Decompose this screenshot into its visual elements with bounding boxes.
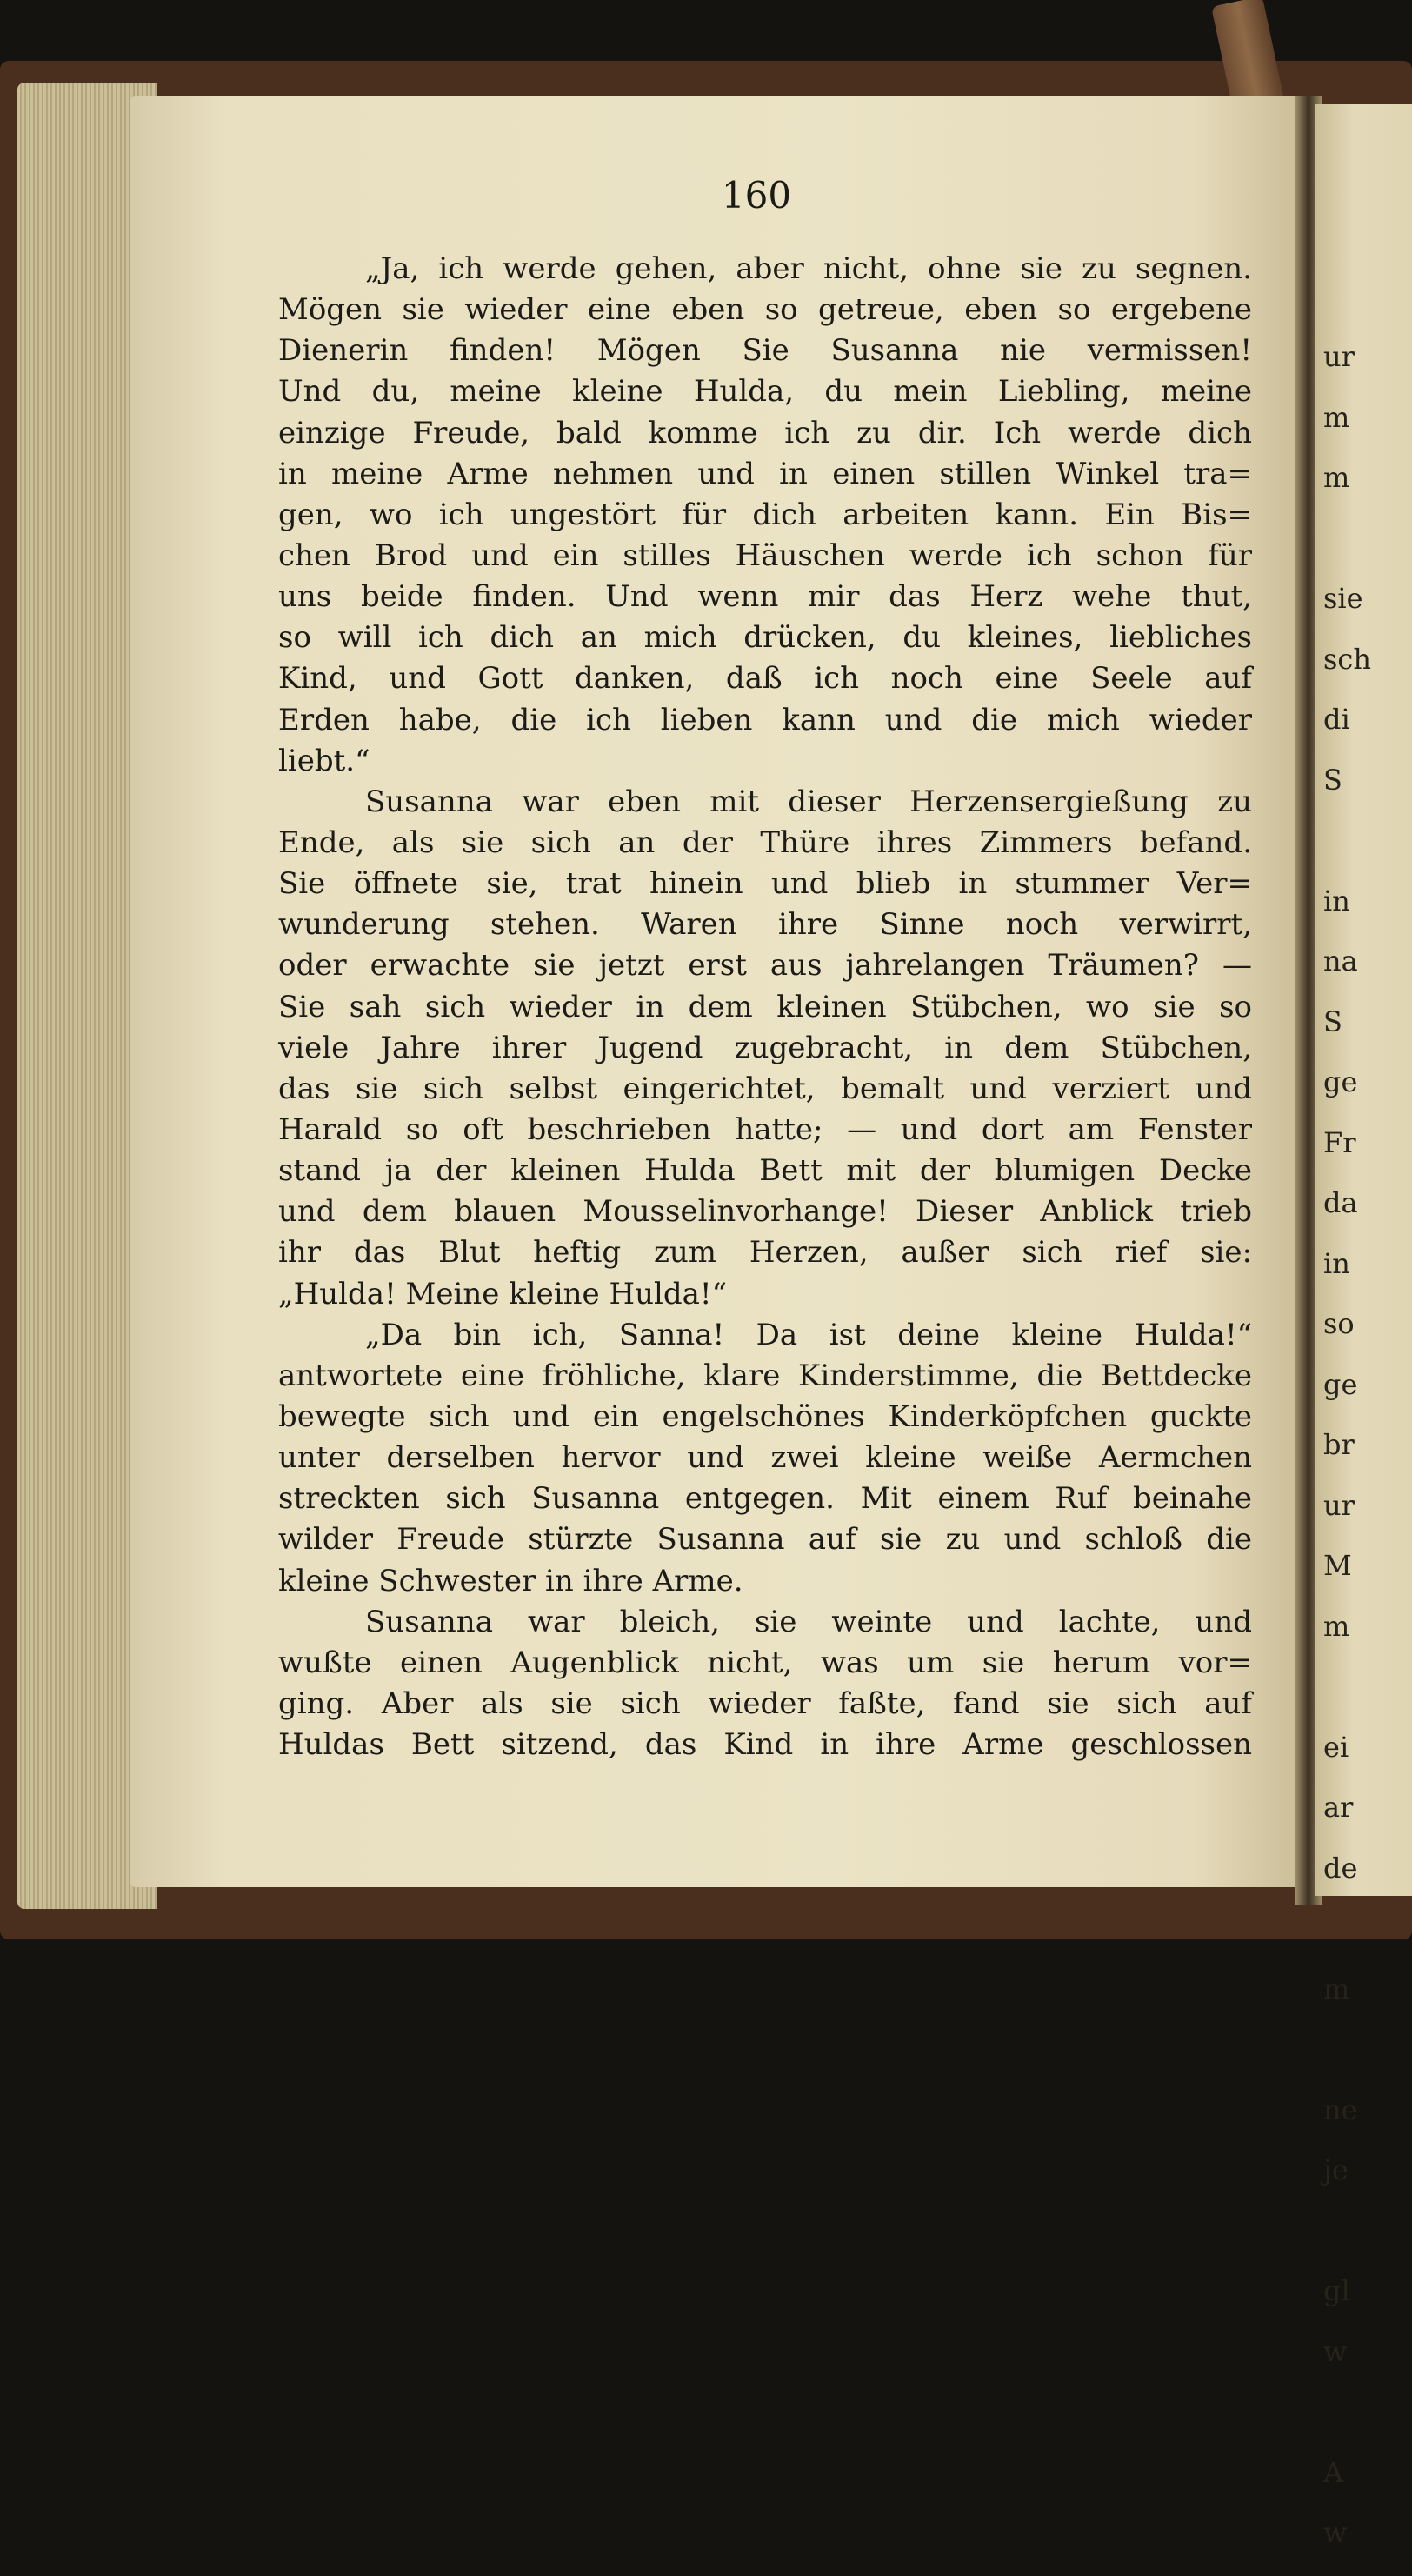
facing-page-fragment: ge [1323, 1367, 1358, 1401]
text-line: Ende, als sie sich an der Thüre ihres Zimmers befand. [278, 824, 1252, 860]
facing-page-fragment: di [1323, 703, 1350, 736]
text-line: das sie sich selbst eingerichtet, bemalt und verziert und [278, 1071, 1252, 1106]
facing-page-fragment: sch [1323, 642, 1371, 676]
text-line: Sie sah sich wieder in dem kleinen Stübchen, wo sie so [278, 989, 1252, 1024]
text-line: wunderung stehen. Waren ihre Sinne noch verwirrt, [278, 907, 1252, 943]
facing-page-fragment: in [1323, 1246, 1350, 1280]
text-line: kleine Schwester in ihre Arme. [278, 1563, 743, 1598]
text-line: ihr das Blut heftig zum Herzen, außer sich rief sie: [278, 1235, 1252, 1271]
facing-page-fragment: m [1323, 1609, 1350, 1643]
text-line: wußte einen Augenblick nicht, was um sie herum vor= [278, 1645, 1252, 1680]
text-line: gen, wo ich ungestört für dich arbeiten kann. Ein Bis= [278, 497, 1252, 532]
page-text [278, 249, 1252, 1765]
text-line: Und du, meine kleine Hulda, du mein Liebling, meine [278, 374, 1252, 410]
page-number: 160 [721, 174, 792, 217]
facing-page-fragment: na [1323, 944, 1358, 978]
text-line: antwortete eine fröhliche, klare Kinderstimme, die Bettdecke [278, 1358, 1252, 1393]
facing-page-fragment: S [1323, 1004, 1342, 1038]
facing-page-fragment: m [1323, 1972, 1350, 2005]
text-line: chen Brod und ein stilles Häuschen werde ich schon für [278, 537, 1252, 573]
facing-page-fragment: sie [1323, 582, 1363, 615]
facing-page-fragment: S [1323, 763, 1342, 797]
facing-page-fragments [1315, 339, 1412, 2576]
text-line: unter derselben hervor und zwei kleine weiße Aermchen [278, 1440, 1252, 1476]
facing-page-fragment: Fr [1323, 1125, 1356, 1159]
right-page-edge [1315, 104, 1412, 2549]
text-line: uns beide finden. Und wenn mir das Herz wehe thut, [278, 579, 1252, 615]
text-line: so will ich dich an mich drücken, du kleines, liebliches [278, 620, 1252, 656]
text-line: oder erwachte sie jetzt erst aus jahrelangen Träumen? — [278, 948, 1252, 984]
facing-page-fragment [1315, 1911, 1412, 1972]
facing-page-fragment [1315, 521, 1412, 582]
facing-page-fragment: M [1323, 1549, 1352, 1582]
text-line: bewegte sich und ein engelschönes Kinderköpfchen guckte [278, 1398, 1252, 1434]
text-line: wilder Freude stürzte Susanna auf sie zu und schloß die [278, 1522, 1252, 1558]
text-line: Harald so oft beschrieben hatte; — und dort am Fenster [278, 1111, 1252, 1147]
text-line: Susanna war eben mit dieser Herzensergießung zu [365, 784, 1252, 819]
facing-page-fragment: da [1323, 1186, 1358, 1219]
text-line: ging. Aber als sie sich wieder faßte, fand sie sich auf [278, 1685, 1252, 1721]
text-line: Erden habe, die ich lieben kann und die mich wieder [278, 702, 1252, 737]
facing-page-fragment: je [1323, 2153, 1349, 2186]
facing-page-fragment: ne [1323, 2092, 1358, 2126]
facing-page-fragment [1315, 2032, 1412, 2092]
facing-page-fragment: w [1323, 2516, 1348, 2549]
facing-page-fragment: br [1323, 1428, 1355, 1461]
facing-page-fragment: ur [1323, 340, 1355, 373]
text-line: „Da bin ich, Sanna! Da ist deine kleine Hulda!“ [365, 1317, 1252, 1352]
facing-page-fragment: in [1323, 884, 1350, 918]
text-line: Sie öffnete sie, trat hinein und blieb in stummer Ver= [278, 866, 1252, 902]
text-line: liebt.“ [278, 743, 370, 778]
text-line: „Ja, ich werde gehen, aber nicht, ohne sie zu segnen. [365, 251, 1252, 286]
text-line: stand ja der kleinen Hulda Bett mit der blumigen Decke [278, 1153, 1252, 1189]
facing-page-fragment: m [1323, 400, 1350, 434]
text-line: Kind, und Gott danken, daß ich noch eine Seele auf [278, 661, 1252, 697]
facing-page-fragment: gl [1323, 2274, 1350, 2307]
facing-page-fragment: ei [1323, 1730, 1349, 1764]
facing-page-fragment [1315, 823, 1412, 884]
text-line: Dienerin finden! Mögen Sie Susanna nie vermissen! [278, 333, 1252, 369]
text-line: Mögen sie wieder eine eben so getreue, eben so ergebene [278, 292, 1252, 328]
text-line: Susanna war bleich, sie weinte und lachte, und [365, 1604, 1252, 1639]
facing-page-fragment: w [1323, 2334, 1348, 2368]
text-line: einzige Freude, bald komme ich zu dir. Ich werde dich [278, 415, 1252, 450]
facing-page-fragment [1315, 2213, 1412, 2274]
text-line: und dem blauen Mousselinvorhange! Dieser Anblick trieb [278, 1194, 1252, 1230]
text-line: Huldas Bett sitzend, das Kind in ihre Arme geschlossen [278, 1727, 1252, 1763]
facing-page-fragment: so [1323, 1307, 1355, 1340]
text-line: streckten sich Susanna entgegen. Mit einem Ruf beinahe [278, 1481, 1252, 1517]
facing-page-fragment: ur [1323, 1488, 1355, 1522]
text-line: „Hulda! Meine kleine Hulda!“ [278, 1276, 727, 1311]
facing-page-fragment: A [1323, 2455, 1344, 2489]
text-line: in meine Arme nehmen und in einen stillen Winkel tra= [278, 456, 1252, 491]
facing-page-fragment: ar [1323, 1791, 1354, 1824]
facing-page-fragment [1315, 1669, 1412, 1730]
facing-page-fragment: m [1323, 461, 1350, 494]
text-line: viele Jahre ihrer Jugend zugebracht, in dem Stübchen, [278, 1030, 1252, 1065]
facing-page-fragment [1315, 2394, 1412, 2455]
facing-page-fragment: ge [1323, 1065, 1358, 1098]
facing-page-fragment: de [1323, 1851, 1358, 1885]
